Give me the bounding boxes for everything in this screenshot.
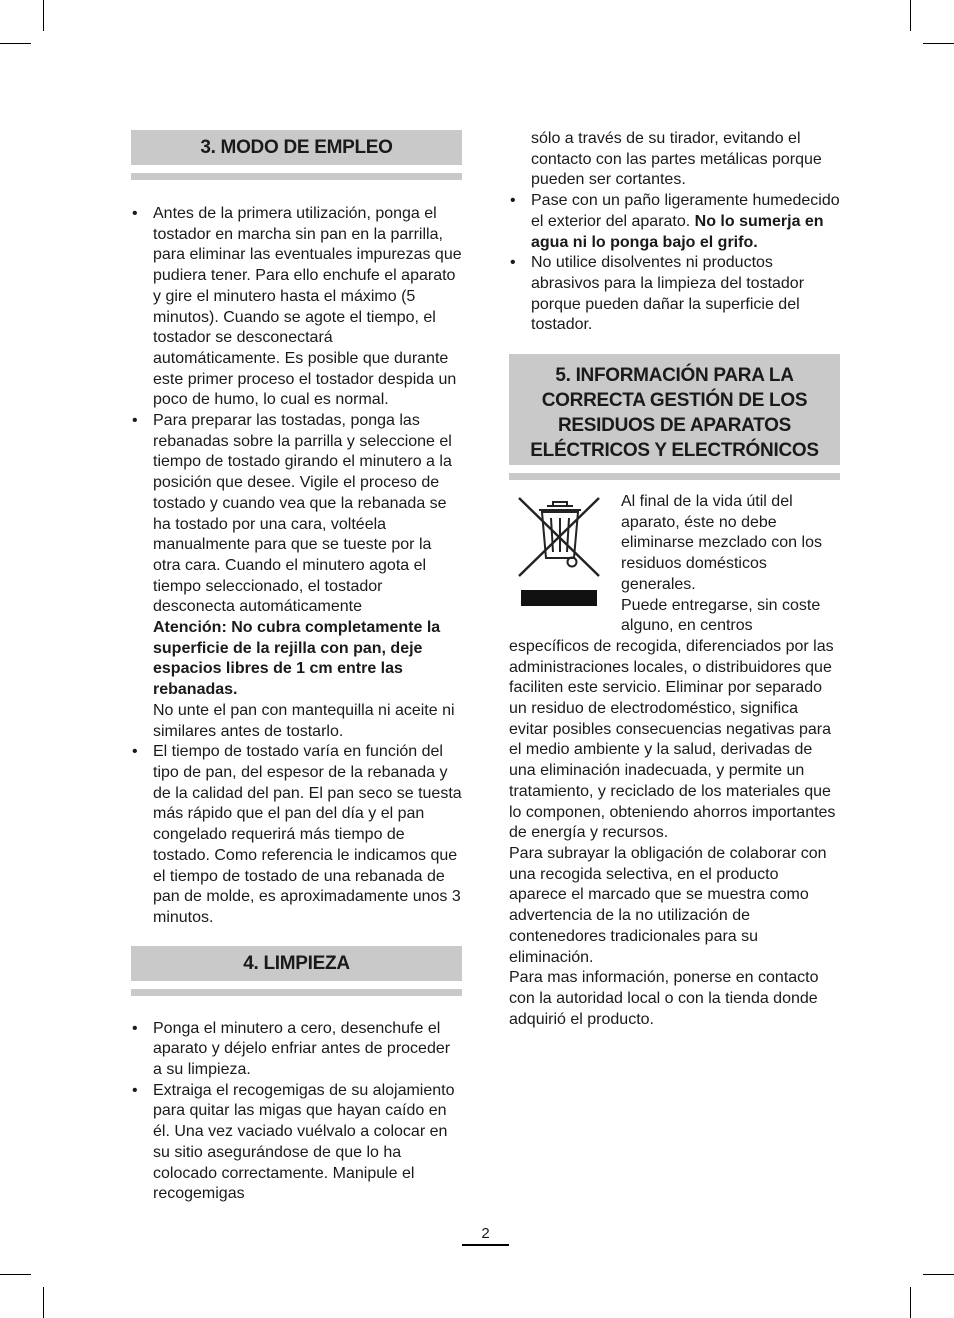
- crossed-out-wheelie-bin-icon: [509, 492, 609, 610]
- crop-mark: [0, 1274, 31, 1275]
- section-3-list: [131, 204, 462, 929]
- section-3-heading: 3. MODO DE EMPLEO: [131, 130, 462, 165]
- list-item: • Para preparar las tostadas, ponga las rebanadas sobre la parrilla y seleccione el tiempo de tostado girando el minutero a la posición que desee. Vigile el proceso de tostado y cuando vea que la rebanada se ha tostado por una cara, voltéela manualmente para que se tueste por la otra cara. Cuando el minutero agota el tiempo seleccionado, el tostador desconecta automáticamente Atención: No cubra completamente la superficie de la rejilla con pan, deje espacios libres de 1 cm entre las rebanadas. No unte el pan con mantequilla ni aceite ni similares antes de tostarlo.: [132, 412, 455, 740]
- section-5-heading: 5. INFORMACIÓN PARA LA CORRECTA GESTIÓN DE LOS RESIDUOS DE APARATOS ELÉCTRICOS Y ELECTRÓNICOS: [509, 354, 840, 465]
- list-item: • Ponga el minutero a cero, desenchufe el aparato y déjelo enfriar antes de proceder a su limpieza.: [132, 1019, 451, 1079]
- right-column: [509, 129, 840, 1030]
- crop-mark: [43, 1287, 44, 1318]
- crop-mark: [43, 0, 44, 31]
- crop-mark: [923, 43, 954, 44]
- crop-mark: [910, 0, 911, 31]
- crop-mark: [0, 43, 31, 44]
- list-item: • El tiempo de tostado varía en función del tipo de pan, del espesor de la rebanada y de la calidad del pan. El pan seco se tuesta más rápido que el pan del día y el pan congelado requerirá más tiempo de tostado. Como referencia le indicamos que el tiempo de tostado de una rebanada de pan de molde, es aproximadamente unos 3 minutos.: [132, 743, 462, 926]
- left-column: [131, 130, 462, 1205]
- section-4-list: [131, 1019, 462, 1205]
- section-4-heading: 4. LIMPIEZA: [131, 946, 462, 981]
- heading-rule: [131, 173, 462, 180]
- heading-rule: [509, 473, 840, 480]
- attention-note: Atención: No cubra completamente la superficie de la rejilla con pan, deje espacios libres de 1 cm entre las rebanadas.: [153, 619, 441, 699]
- continuation-text: sólo a través de su tirador, evitando el contacto con las partes metálicas porque pueden ser cortantes.: [531, 130, 822, 189]
- page-number: 2: [481, 1225, 490, 1242]
- weee-block: [509, 492, 840, 1030]
- list-item: • Pase con un paño ligeramente humedecido el exterior del aparato. No lo sumerja en agua ni lo ponga bajo el grifo.: [510, 192, 840, 251]
- list-item: • No utilice disolventes ni productos abrasivos para la limpieza del tostador porque pueden dañar la superficie del tostador.: [510, 254, 805, 334]
- cleaning-list: [509, 191, 840, 336]
- list-item: • Extraiga el recogemigas de su alojamiento para quitar las migas que hayan caído en él. Una vez vaciado vuélvalo a colocar en su sitio asegurándose de que lo ha colocado correctamente. Manipule el recogemigas: [132, 1081, 455, 1203]
- weee-text-beside: Al final de la vida útil del aparato, éste no debe eliminarse mezclado con los residuos domésticos generales. Puede entregarse, sin coste alguno, en centros: [621, 493, 822, 635]
- heading-rule: [131, 989, 462, 996]
- crop-mark: [910, 1287, 911, 1318]
- weee-text-full: específicos de recogida, diferenciados por las administraciones locales, o distribuidores que faciliten este servicio. Eliminar por separado un residuo de electrodoméstico, significa evitar posibles consecuencias negativas para el medio ambiente y la salud, derivadas de una eliminación inadecuada, y permite un tratamiento, y reciclado de los materiales que lo componen, obteniendo ahorros importantes de energía y recursos. Para subrayar la obligación de colaborar con una recogida selectiva, en el producto aparece el marcado que se muestra como advertencia de la no utilización de contenedores tradicionales para su eliminación. Para mas información, ponerse en contacto con la autoridad local o con la tienda donde adquirió el producto.: [509, 637, 836, 1028]
- page-number-rule: [462, 1244, 509, 1246]
- list-item: • Antes de la primera utilización, ponga el tostador en marcha sin pan en la parrilla, para eliminar las eventuales impurezas que pudiera tener. Para ello enchufe el aparato y gire el minutero hasta el máximo (5 minutos). Cuando se agote el tiempo, el tostador se desconectará automáticamente. Es posible que durante este primer proceso el tostador despida un poco de humo, lo cual es normal.: [132, 205, 462, 409]
- crop-mark: [923, 1274, 954, 1275]
